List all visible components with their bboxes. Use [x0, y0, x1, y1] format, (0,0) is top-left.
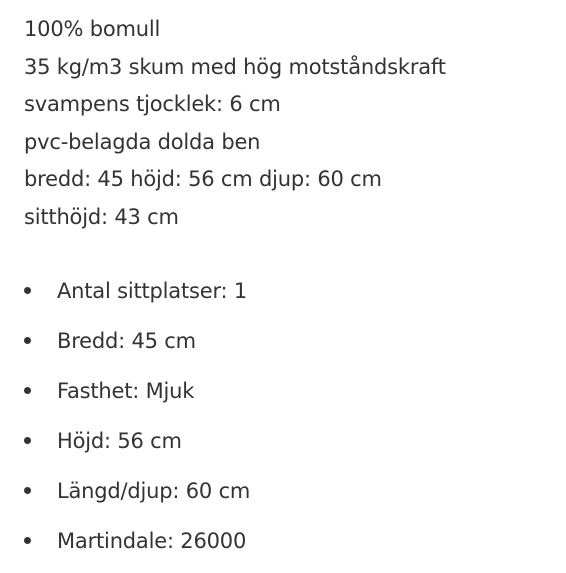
spec-text: Bredd: 45 cm	[57, 329, 196, 353]
bullet-icon	[24, 537, 31, 544]
spec-text: Antal sittplatser: 1	[57, 279, 248, 303]
product-description	[24, 11, 446, 236]
bullet-icon	[24, 387, 31, 394]
spec-text: Martindale: 26000	[57, 529, 247, 553]
description-line: 35 kg/m3 skum med hög motståndskraft	[24, 54, 446, 79]
spec-text: Fasthet: Mjuk	[57, 379, 195, 403]
description-line: svampens tjocklek: 6 cm	[24, 92, 281, 116]
bullet-icon	[24, 437, 31, 444]
description-line: bredd: 45 höjd: 56 cm djup: 60 cm	[24, 167, 382, 191]
bullet-icon	[24, 287, 31, 294]
bullet-icon	[24, 337, 31, 344]
bullet-icon	[24, 487, 31, 494]
spec-text: Höjd: 56 cm	[57, 429, 182, 453]
description-line: pvc-belagda dolda ben	[24, 129, 261, 154]
spec-text: Längd/djup: 60 cm	[57, 479, 251, 503]
description-line: 100% bomull	[24, 17, 161, 41]
description-line: sitthöjd: 43 cm	[24, 204, 179, 229]
